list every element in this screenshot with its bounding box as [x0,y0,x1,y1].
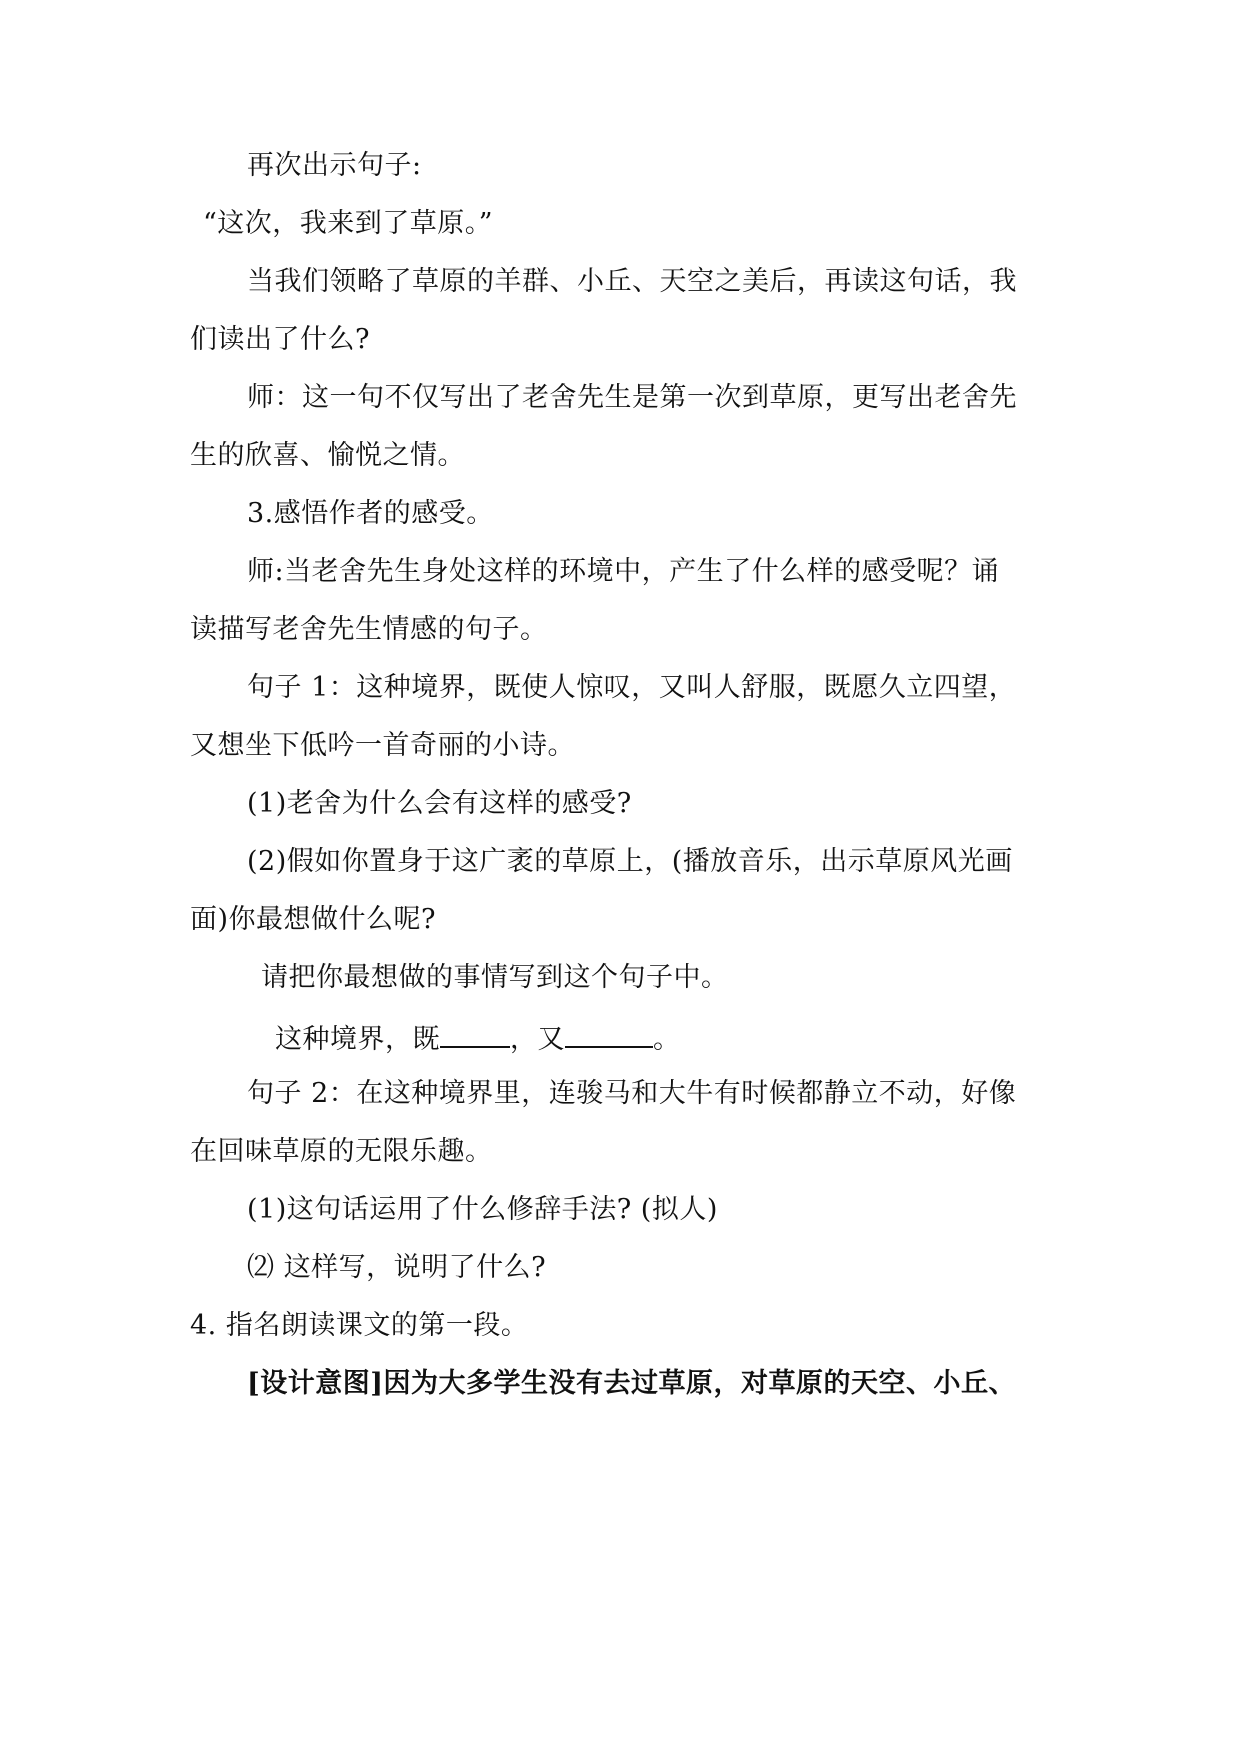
paragraph-line: 读描写老舍先生情感的句子。 [190,614,548,645]
paragraph-line: 师:当老舍先生身处这样的环境中，产生了什么样的感受呢？诵 [247,556,1000,587]
question-line: (1)老舍为什么会有这样的感受? [247,788,632,819]
paragraph-line: 句子 1：这种境界，既使人惊叹，又叫人舒服，既愿久立四望， [247,672,1017,703]
section-heading: 3.感悟作者的感受。 [247,498,494,529]
section-heading: 4. 指名朗读课文的第一段。 [190,1310,529,1341]
paragraph-line: 师：这一句不仅写出了老舍先生是第一次到草原，更写出老舍先 [247,382,1017,413]
question-line: (2)假如你置身于这广袤的草原上，(播放音乐，出示草原风光画 [247,846,1013,877]
paragraph-line: 句子 2：在这种境界里，连骏马和大牛有时候都静立不动，好像 [247,1078,1017,1109]
question-line: ⑵ 这样写，说明了什么? [247,1252,547,1283]
fill-blank-1[interactable] [440,1018,510,1048]
fill-blank-2[interactable] [565,1018,653,1048]
fill-in-sentence [275,1018,681,1058]
question-line: (1)这句话运用了什么修辞手法? (拟人) [247,1194,718,1225]
paragraph-line: 生的欣喜、愉悦之情。 [190,440,465,471]
design-intent-line: [设计意图]因为大多学生没有去过草原，对草原的天空、小丘、 [247,1368,1017,1399]
fill-text-part3: 。 [653,1024,681,1055]
paragraph-line: 请把你最想做的事情写到这个句子中。 [261,962,729,993]
paragraph-line: 又想坐下低吟一首奇丽的小诗。 [190,730,575,761]
paragraph-line: 当我们领略了草原的羊群、小丘、天空之美后，再读这句话，我 [247,266,1017,297]
paragraph-line: 面)你最想做什么呢? [190,904,437,935]
fill-text-part2: ，又 [510,1024,565,1055]
paragraph-line: 们读出了什么? [190,324,370,355]
fill-text-part1: 这种境界，既 [275,1024,440,1055]
paragraph-line: 再次出示句子: [247,150,422,181]
paragraph-line: “这次，我来到了草原。” [203,208,494,239]
paragraph-line: 在回味草原的无限乐趣。 [190,1136,493,1167]
